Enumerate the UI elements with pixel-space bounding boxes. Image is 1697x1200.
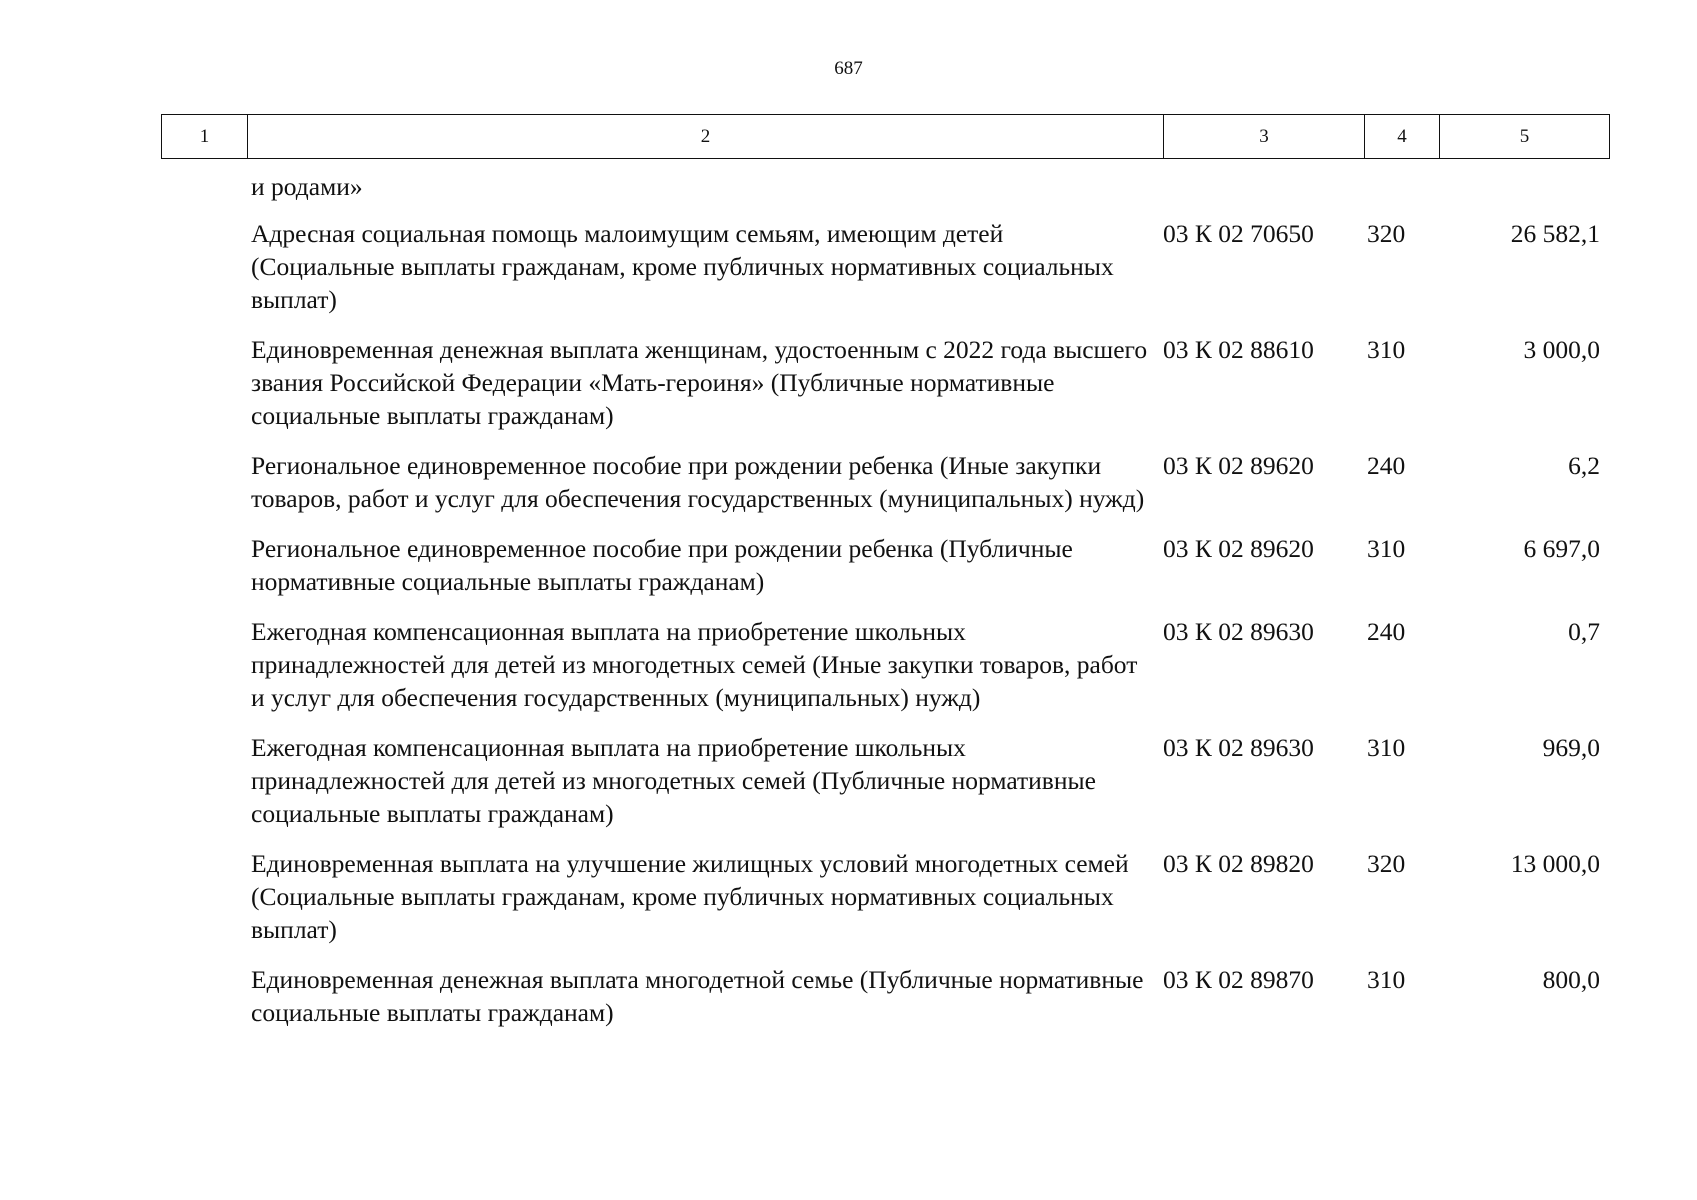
continuation-text: и родами» [251, 172, 363, 201]
row-code-cell: 03 К 02 89820 [1163, 849, 1314, 878]
row-amount-cell: 26 582,1 [1510, 219, 1600, 248]
row-code-cell: 03 К 02 89620 [1163, 451, 1314, 480]
column-header-3: 3 [1164, 115, 1365, 159]
rows-container [161, 217, 1609, 1029]
continuation-row [161, 170, 1609, 203]
row-type-cell: 240 [1367, 451, 1406, 480]
row-type-cell: 310 [1367, 534, 1406, 563]
row-code-cell: 03 К 02 88610 [1163, 335, 1314, 364]
row-name-cell: Региональное единовременное пособие при рождении ребенка (Публичные нормативные социальные выплаты гражданам) [251, 534, 1073, 596]
row-type-cell: 320 [1367, 219, 1406, 248]
row-number-cell [161, 532, 247, 598]
row-code-cell: 03 К 02 89870 [1163, 965, 1314, 994]
table-row [161, 532, 1609, 598]
table-row [161, 449, 1609, 515]
table-row [161, 847, 1609, 946]
row-name-cell: Единовременная денежная выплата женщинам, удостоенным с 2022 года высшего звания Российской Федерации «Мать-героиня» (Публичные нормативные социальные выплаты гражданам) [251, 335, 1148, 430]
table-row [161, 615, 1609, 714]
row-amount-cell: 3 000,0 [1523, 335, 1600, 364]
row-type-cell: 310 [1367, 335, 1406, 364]
row-amount-cell: 13 000,0 [1510, 849, 1600, 878]
row-name-cell: Единовременная денежная выплата многодетной семье (Публичные нормативные социальные выплаты гражданам) [251, 965, 1144, 1027]
row-amount-cell: 800,0 [1542, 965, 1600, 994]
row-type-cell: 310 [1367, 965, 1406, 994]
table-row [161, 217, 1609, 316]
row-number-cell [161, 615, 247, 714]
row-amount-cell: 969,0 [1542, 733, 1600, 762]
row-number-cell [161, 963, 247, 1029]
row-name-cell: Ежегодная компенсационная выплата на приобретение школьных принадлежностей для детей из многодетных семей (Публичные нормативные социальные выплаты гражданам) [251, 733, 1096, 828]
table-row [161, 333, 1609, 432]
table-header [161, 114, 1610, 159]
row-number-cell [161, 847, 247, 946]
row-code-cell: 03 К 02 70650 [1163, 219, 1314, 248]
row-name-cell: Адресная социальная помощь малоимущим семьям, имеющим детей (Социальные выплаты гражданам, кроме публичных нормативных социальных выплат) [251, 219, 1114, 314]
row-amount-cell: 0,7 [1568, 617, 1600, 646]
row-type-cell: 310 [1367, 733, 1406, 762]
table-row [161, 731, 1609, 830]
row-number-cell [161, 731, 247, 830]
page-number: 687 [834, 58, 863, 79]
column-header-2: 2 [248, 115, 1164, 159]
column-header-5: 5 [1440, 115, 1610, 159]
column-header-4: 4 [1365, 115, 1440, 159]
row-type-cell: 320 [1367, 849, 1406, 878]
row-amount-cell: 6 697,0 [1523, 534, 1600, 563]
row-name-cell: Региональное единовременное пособие при рождении ребенка (Иные закупки товаров, работ и услуг для обеспечения государственных (муниципальных) нужд) [251, 451, 1145, 513]
row-code-cell: 03 К 02 89620 [1163, 534, 1314, 563]
row-name-cell: Ежегодная компенсационная выплата на приобретение школьных принадлежностей для детей из многодетных семей (Иные закупки товаров, работ и услуг для обеспечения государственных (муниципальных) нужд) [251, 617, 1138, 712]
row-number-cell [161, 333, 247, 432]
row-number-cell [161, 449, 247, 515]
table-body [161, 170, 1609, 1046]
row-type-cell: 240 [1367, 617, 1406, 646]
row-amount-cell: 6,2 [1568, 451, 1600, 480]
row-code-cell: 03 К 02 89630 [1163, 617, 1314, 646]
table-row [161, 963, 1609, 1029]
row-number-cell [161, 217, 247, 316]
row-code-cell: 03 К 02 89630 [1163, 733, 1314, 762]
row-name-cell: Единовременная выплата на улучшение жилищных условий многодетных семей (Социальные выплаты гражданам, кроме публичных нормативных социальных выплат) [251, 849, 1129, 944]
column-header-1: 1 [162, 115, 248, 159]
